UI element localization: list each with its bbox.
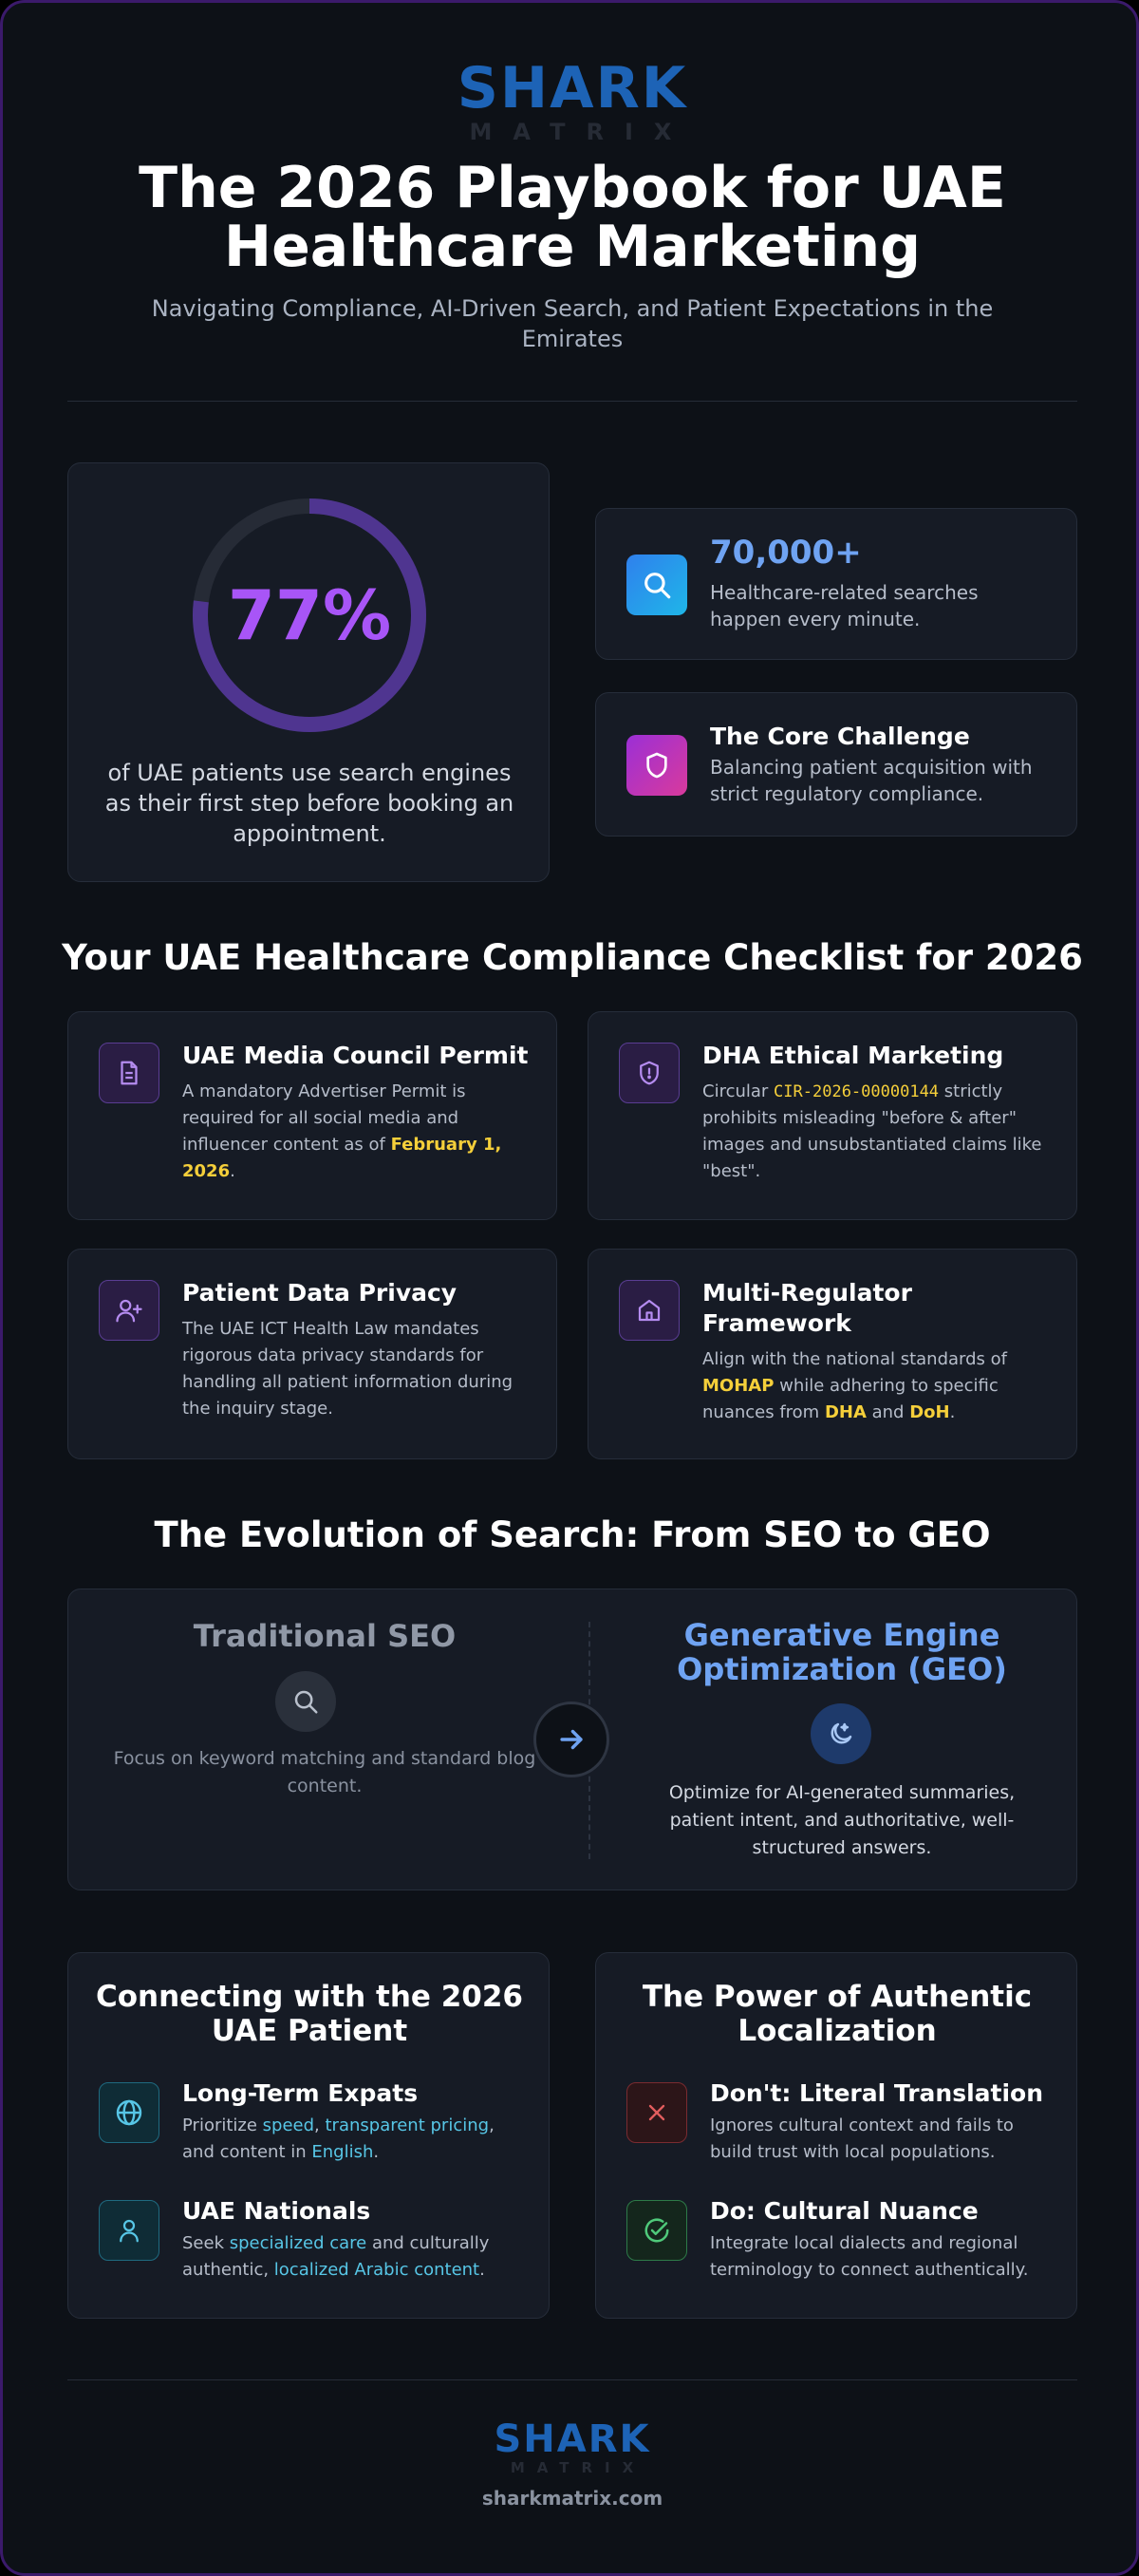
dont-description: Ignores cultural context and fails to build trust with local populations. [710,2115,1014,2162]
desc-text: . [230,1161,235,1181]
geo-title: Generative Engine Optimization (GEO) [677,1617,1007,1687]
search-icon [641,569,673,601]
percent-value: 77% [227,575,392,655]
shield-alert-icon-box [619,1043,680,1103]
highlight-doh: DoH [909,1402,950,1422]
page-title: The 2026 Playbook for UAE Healthcare Marketing [139,155,1006,280]
localization-title: The Power of Authentic Localization [642,1980,1033,2048]
searches-description: Healthcare-related searches happen every minute. [710,581,979,630]
arrow-right-icon-box [533,1702,609,1777]
percent-description: of UAE patients use search engines as their first step before booking an appointment. [104,760,514,847]
patient-title: Connecting with the 2026 UAE Patient [95,1980,523,2048]
evolution-title: The Evolution of Search: From SEO to GEO [154,1514,991,1555]
desc-text: A mandatory Advertiser Permit is required for all social media and influencer content as of [182,1081,466,1155]
header-divider [67,401,1077,402]
evolution-card [67,1589,1077,1890]
user-icon-box [99,2200,159,2261]
seo-search-icon-box [275,1671,336,1732]
desc-text: and [866,1402,910,1422]
highlight-pricing: transparent pricing [325,2115,490,2135]
shield-alert-icon [635,1059,663,1087]
checklist-item-title: UAE Media Council Permit [182,1042,529,1069]
localization-card [595,1952,1077,2319]
logo-wordmark: SHARK [494,2417,651,2461]
checklist-item-media-permit [67,1011,557,1220]
document-icon [115,1059,143,1087]
desc-text: while adhering to specific nuances from [702,1376,999,1422]
do-title: Do: Cultural Nuance [710,2197,979,2225]
checklist-item-description: The UAE ICT Health Law mandates rigorous data privacy standards for handling all patient information during the inquiry stage. [182,1319,513,1419]
desc-text: Prioritize [182,2115,263,2135]
globe-icon-box [99,2082,159,2143]
expats-description [182,2113,524,2166]
geo-ai-icon-box [811,1703,871,1764]
desc-text: and culturally authentic, [182,2233,490,2280]
seo-description: Focus on keyword matching and standard blog content. [113,1748,536,1796]
search-icon-box [626,555,687,615]
desc-text: Circular [702,1081,775,1101]
page-subtitle: Navigating Compliance, AI-Driven Search, and Patient Expectations in the Emirates [151,295,994,352]
footer-logo[interactable] [430,2419,715,2476]
challenge-title: The Core Challenge [710,723,970,750]
logo-wordmark: SHARK [457,55,688,122]
desc-text: Align with the national standards of [702,1349,1008,1369]
logo-subtext: MATRIX [510,2459,646,2476]
document-icon-box [99,1043,159,1103]
check-circle-icon [643,2216,671,2245]
footer-divider [67,2379,1077,2380]
highlight-specialized-care: specialized care [229,2233,367,2253]
desc-text: , [314,2115,326,2135]
stat-card-challenge [595,692,1077,837]
globe-icon [114,2097,144,2128]
shield-icon-box [626,735,687,796]
close-icon-box [626,2082,687,2143]
arrow-right-icon [555,1723,588,1756]
checklist-item-description [182,1079,533,1185]
user-plus-icon-box [99,1280,159,1341]
checklist-title: Your UAE Healthcare Compliance Checklist for 2026 [62,937,1083,978]
close-icon [644,2099,670,2126]
checklist-item-dha-ethics [588,1011,1077,1220]
search-icon [291,1687,320,1716]
user-icon [115,2216,143,2245]
checklist-item-data-privacy [67,1249,557,1459]
expats-title: Long-Term Expats [182,2079,419,2107]
desc-text: , and content in [182,2115,495,2162]
highlight-date: February 1, 2026 [182,1135,502,1181]
checklist-item-multi-regulator [588,1249,1077,1459]
circular-code: CIR-2026-00000144 [774,1082,940,1101]
footer-website-link[interactable]: sharkmatrix.com [481,2487,663,2510]
highlight-english: English [311,2142,374,2162]
checklist-item-description [702,1346,1054,1426]
checklist-item-title: Multi-Regulator Framework [702,1279,912,1337]
home-icon [635,1296,663,1325]
desc-text: . [479,2260,485,2280]
desc-text: . [373,2142,380,2162]
geo-description: Optimize for AI-generated summaries, patient intent, and authoritative, well-structured answers. [668,1782,1016,1858]
stat-card-percent [67,462,550,882]
checklist-item-title: DHA Ethical Marketing [702,1042,1004,1069]
nationals-description [182,2230,524,2284]
nationals-title: UAE Nationals [182,2197,371,2225]
sparkle-moon-icon [827,1720,855,1748]
logo-subtext: MATRIX [469,119,693,145]
stat-card-searches [595,508,1077,660]
patient-card [67,1952,550,2319]
checklist-item-description [702,1079,1054,1185]
do-description: Integrate local dialects and regional terminology to connect authentically. [710,2233,1029,2280]
desc-text: Seek [182,2233,230,2253]
highlight-mohap: MOHAP [702,1376,775,1396]
highlight-arabic-content: localized Arabic content [273,2260,480,2280]
desc-text: . [949,1402,956,1422]
user-plus-icon [115,1296,143,1325]
seo-title: Traditional SEO [193,1618,457,1654]
shield-icon [642,750,672,780]
desc-text: strictly prohibits misleading "before & after" images and unsubstantiated claims like "best". [702,1081,1042,1181]
header-logo[interactable] [401,55,743,148]
highlight-dha: DHA [824,1402,867,1422]
challenge-description: Balancing patient acquisition with strict regulatory compliance. [710,756,1033,805]
check-circle-icon-box [626,2200,687,2261]
home-icon-box [619,1280,680,1341]
checklist-item-title: Patient Data Privacy [182,1279,457,1307]
highlight-speed: speed [262,2115,315,2135]
dont-title: Don't: Literal Translation [710,2079,1044,2107]
searches-value: 70,000+ [710,534,862,572]
